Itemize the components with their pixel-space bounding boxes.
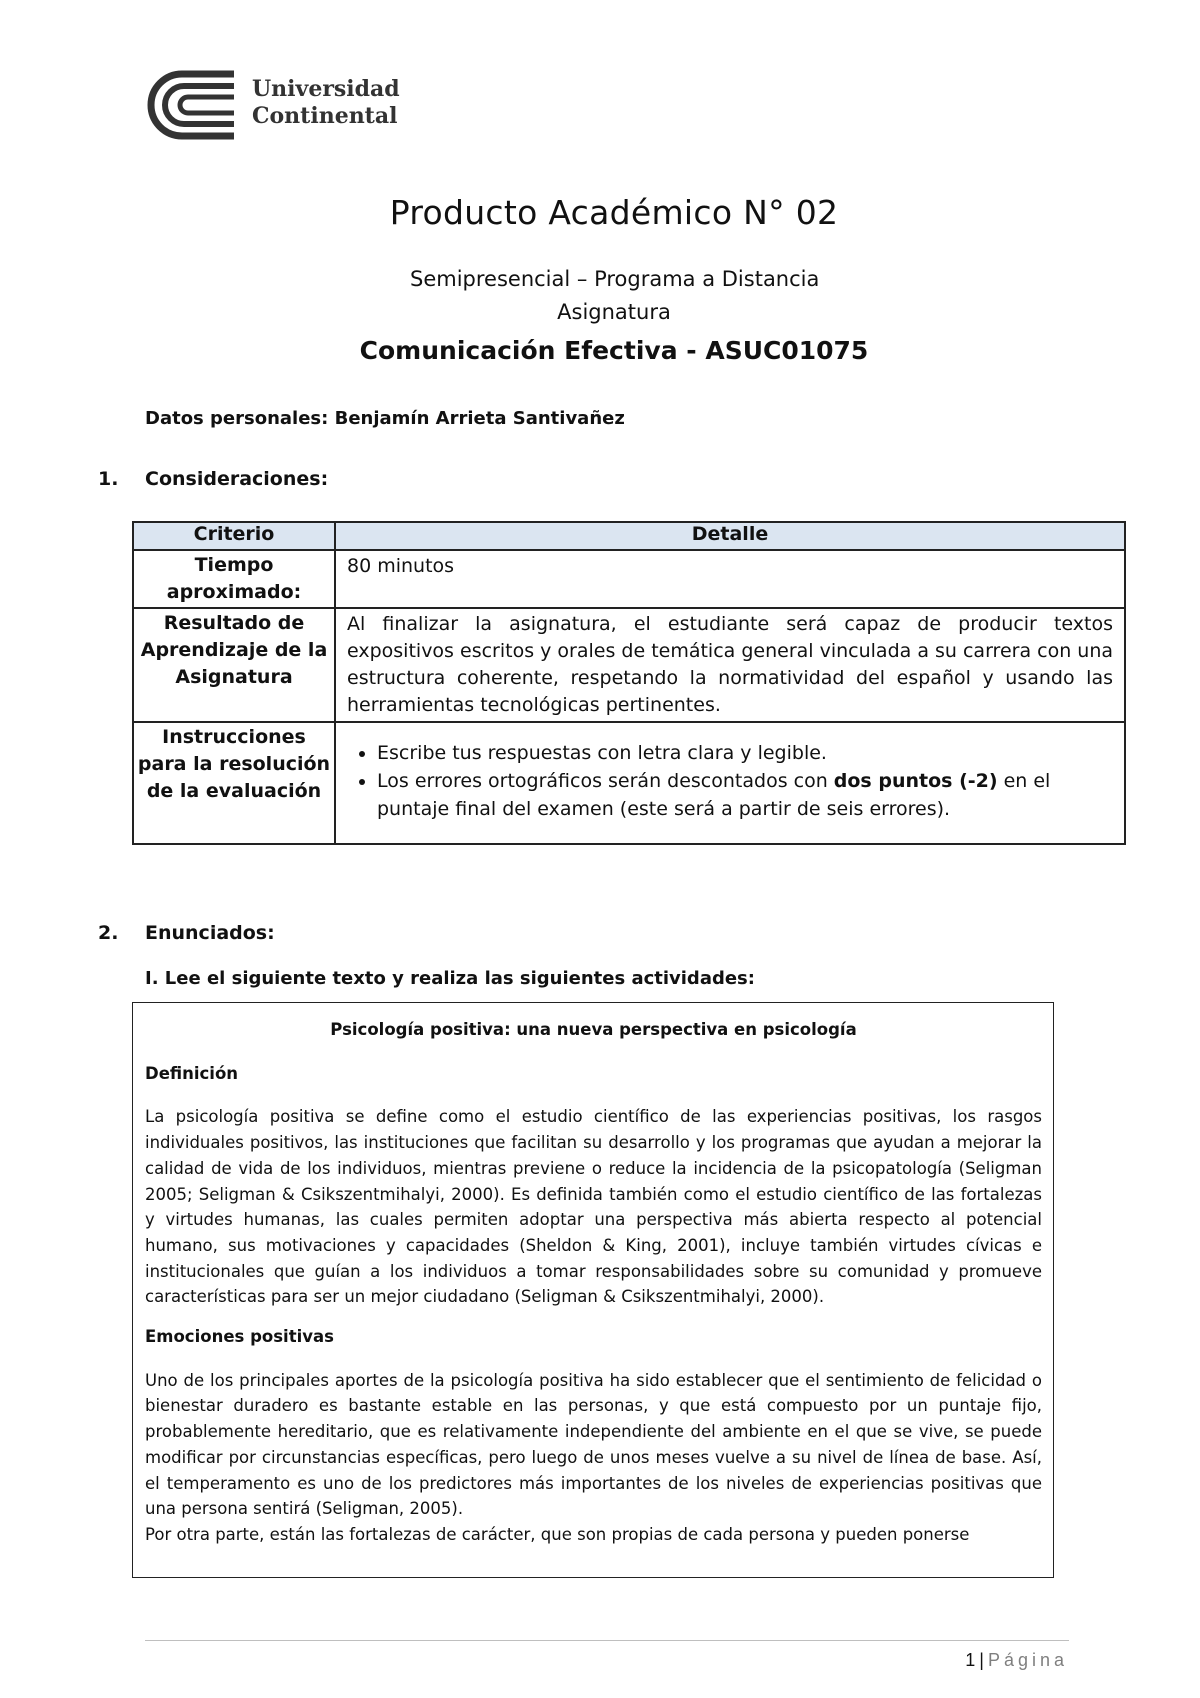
row-label: Tiempo aproximado: [133, 550, 335, 608]
page-title: Producto Académico N° 02 [389, 193, 839, 232]
reading-paragraph: La psicología positiva se define como el estudio científico de las experiencias positivas, los rasgos individuales positivos, las instituciones que facilitan su desarrollo y los programas que ayudan a mejorar la calidad de vida de los individuos, mientras previene o reduce la incidencia de la psicopatología (Seligman 2005; Seligman & Csikszentmihalyi, 2000). Es definida también como el estudio científico de las fortalezas y virtudes humanas, las cuales permiten adoptar una perspectiva más abierta respecto al potencial humano, sus motivaciones y capacidades (Sheldon & King, 2001), incluye también virtudes cívicas e institucionales que guían a los individuos a tomar responsabilidades sobre su comunidad y promueve características para ser un mejor ciudadano (Seligman & Csikszentmihalyi, 2000). [145, 1107, 1042, 1307]
table-row [133, 550, 1125, 608]
row-value: 80 minutos [335, 550, 1125, 608]
page-number: 1 [965, 1650, 976, 1670]
reading-heading-emociones: Emociones positivas [145, 1327, 334, 1347]
section-2-heading [98, 922, 275, 944]
footer-separator: | [979, 1650, 984, 1670]
item-text: Los errores ortográficos serán descontados con [377, 770, 834, 792]
section-number: 2. [98, 922, 119, 944]
row-label: Resultado de Aprendizaje de la Asignatura [133, 608, 335, 722]
row-value: Al finalizar la asignatura, el estudiante será capaz de producir textos expositivos escritos y orales de temática general vinculada a su carrera con una estructura coherente, respetando la normatividad del español y usando las herramientas tecnológicas pertinentes. [335, 608, 1125, 722]
university-logo-text [252, 76, 400, 130]
list-item [377, 767, 1113, 823]
col-detalle: Detalle [335, 522, 1125, 550]
section-1-heading [98, 468, 328, 490]
footer-divider [145, 1640, 1069, 1641]
personal-data: Datos personales: Benjamín Arrieta Santivañez [145, 408, 625, 429]
reading-paragraph: Uno de los principales aportes de la psicología positiva ha sido establecer que el sentimiento de felicidad o bienestar duradero es bastante estable en las personas, y que está compuesto por un puntaje fijo, probablemente hereditario, que es relativamente independiente del ambiente en el que se vive, se puede modificar por circunstancias específicas, pero luego de unos meses vuelve a su nivel de línea de base. Así, el temperamento es uno de los predictores más importantes de los niveles de experiencias positivas que una persona sentirá (Seligman, 2005). [145, 1370, 1042, 1519]
reading-paragraph: Por otra parte, están las fortalezas de carácter, que son propias de cada persona y pueden ponerse [145, 1524, 970, 1544]
logo-line-2: Continental [252, 103, 398, 129]
col-criterio: Criterio [133, 522, 335, 550]
section-title: Enunciados: [145, 922, 275, 944]
reading-heading-definicion: Definición [145, 1063, 239, 1083]
asignatura-label: Asignatura [557, 300, 671, 324]
reading-title: Psicología positiva: una nueva perspectiva en psicología [330, 1020, 857, 1039]
section-title: Consideraciones: [145, 468, 329, 490]
page-footer [965, 1650, 1068, 1671]
item-bold-text: dos puntos (-2) [833, 770, 998, 792]
page-label: Página [987, 1650, 1068, 1670]
criteria-table [132, 521, 1126, 845]
table-row [133, 608, 1125, 722]
row-label: Instrucciones para la resolución de la evaluación [133, 722, 335, 844]
subtitle: Semipresencial – Programa a Distancia [410, 267, 820, 291]
table-header-row [133, 522, 1125, 550]
section-number: 1. [98, 468, 119, 490]
logo-line-1: Universidad [252, 76, 400, 102]
item-text: en el puntaje final del examen (este será a partir de seis errores). [377, 770, 1051, 820]
instructions-list [347, 739, 1113, 823]
activity-instruction: I. Lee el siguiente texto y realiza las siguientes actividades: [145, 968, 755, 989]
course-title: Comunicación Efectiva - ASUC01075 [359, 336, 869, 365]
list-item: • Escribe tus respuestas con letra clara y legible. [377, 739, 1113, 767]
table-row [133, 722, 1125, 844]
row-value [335, 722, 1125, 844]
reading-text-box [132, 1002, 1054, 1578]
